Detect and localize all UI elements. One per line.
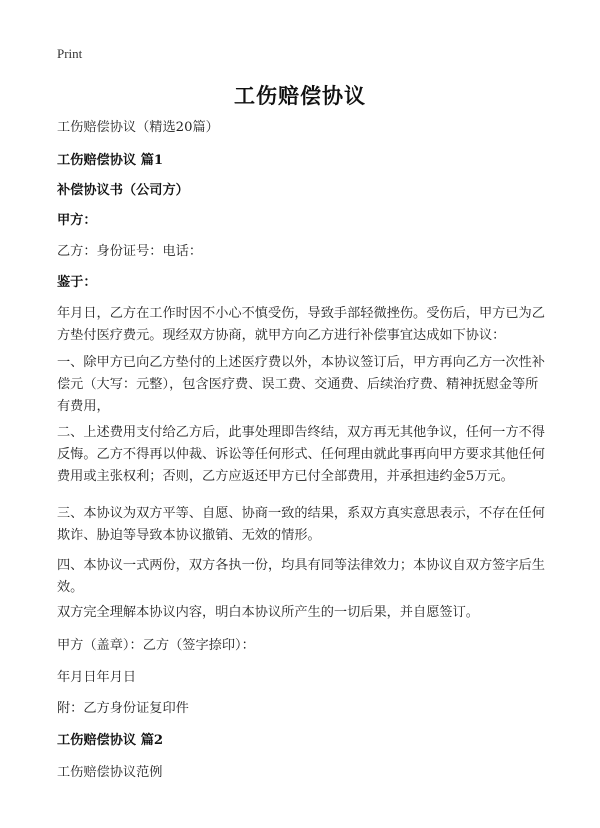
document-title: 工伤赔偿协议 (234, 83, 366, 108)
signature-line: 甲方（盖章）：乙方（签字捺印）： (57, 638, 255, 653)
clause-4: 四、本协议一式两份，双方各执一份，均具有同等法律效力；本协议自双方签字后生效。 (57, 558, 545, 595)
section1-heading: 工伤赔偿协议 篇1 (57, 153, 164, 168)
intro-paragraph: 年月日，乙方在工作时因不小心不慎受伤，导致手部轻微挫伤。受伤后，甲方已为乙方垫付医疗费元。现经双方协商，就甲方向乙方进行补偿事宜达成如下协议： (57, 306, 545, 343)
clause-3: 三、本协议为双方平等、自愿、协商一致的结果，系双方真实意思表示，不存在任何欺诈、胁迫等导致本协议撤销、无效的情形。 (57, 506, 545, 543)
party-b-line: 乙方：身份证号：电话： (57, 244, 203, 259)
example-title: 工伤赔偿协议范例 (57, 765, 163, 780)
party-a-label: 甲方： (57, 213, 97, 228)
understanding-statement: 双方完全理解本协议内容，明白本协议所产生的一切后果，并自愿签订。 (57, 605, 479, 620)
section2-heading: 工伤赔偿协议 篇2 (57, 733, 164, 748)
document-subtitle: 工伤赔偿协议（精选20篇） (57, 120, 219, 135)
print-label: Print (57, 46, 83, 61)
clause-2: 二、上述费用支付给乙方后，此事处理即告终结，双方再无其他争议，任何一方不得反悔。乙方不得再以仲裁、诉讼等任何形式、任何理由就此事再向甲方要求其他任何费用或主张权利；否则，乙方应返还甲方已付全部费用，并承担违约金5万元。 (57, 425, 545, 484)
whereas-label: 鉴于： (57, 275, 97, 290)
clause-1: 一、除甲方已向乙方垫付的上述医疗费以外，本协议签订后，甲方再向乙方一次性补偿元（大写：元整），包含医疗费、误工费、交通费、后续治疗费、精神抚慰金等所有费用， (57, 355, 545, 414)
date-line: 年月日年月日 (57, 670, 137, 685)
agreement-name: 补偿协议书（公司方） (57, 183, 189, 198)
attachment-note: 附：乙方身份证复印件 (57, 701, 189, 716)
